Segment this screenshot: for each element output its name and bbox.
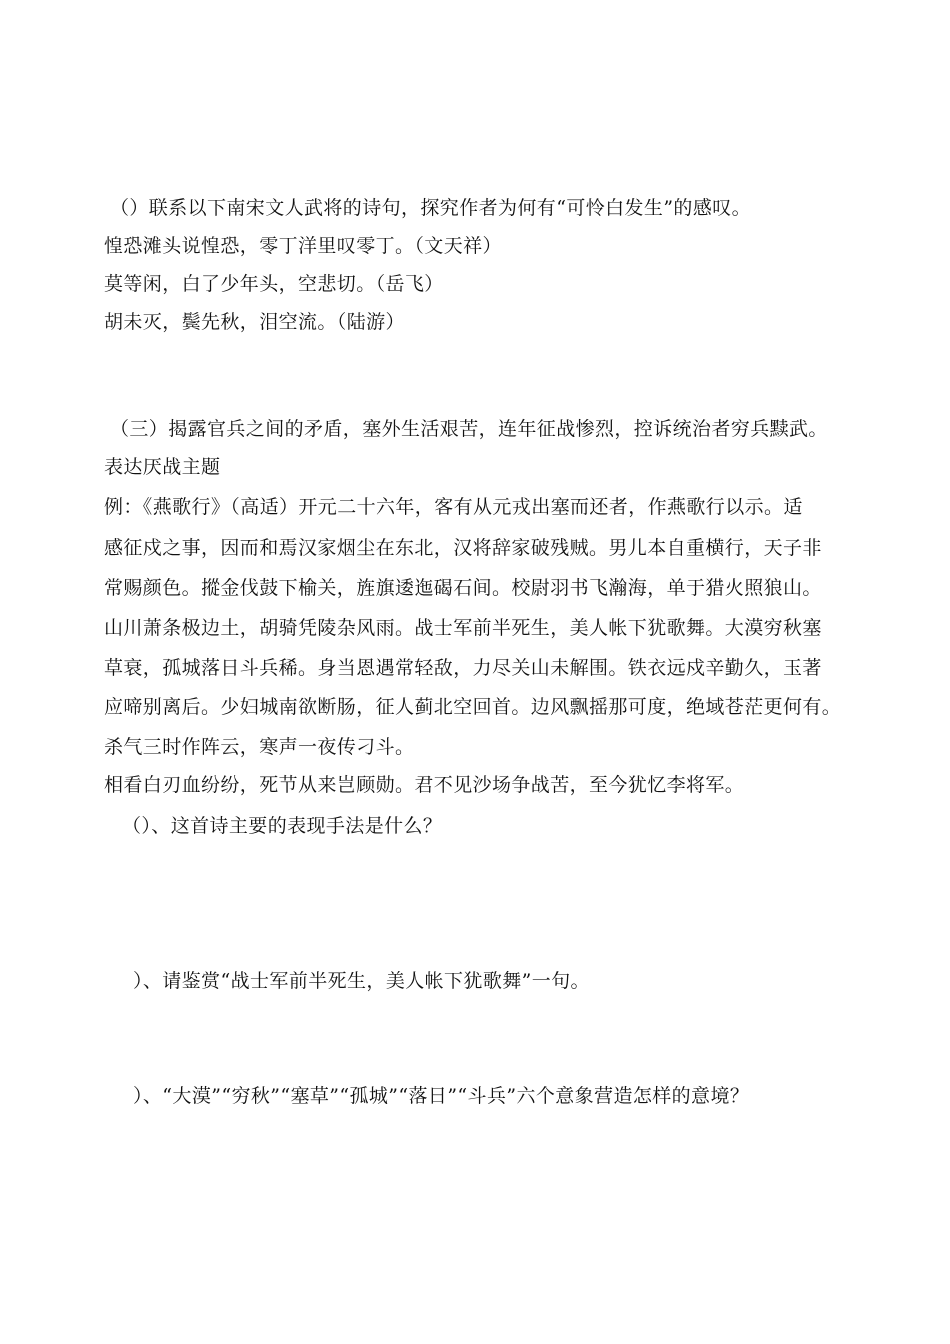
quote-line: 胡未灭，鬓先秋，泪空流。（陆游） [104,311,405,333]
poem-line: 杀气三时作阵云，寒声一夜传刁斗。 [104,736,415,758]
poem-line: 相看白刃血纷纷，死节从来岂顾勋。君不见沙场争战苦，至今犹忆李将军。 [104,774,745,796]
poem-line: 草衰，孤城落日斗兵稀。身当恩遇常轻敌，力尽关山未解围。铁衣远戍辛勤久，玉著 [104,657,822,679]
poem-line: 山川萧条极边土，胡骑凭陵杂风雨。战士军前半死生，美人帐下犹歌舞。大漠穷秋塞 [104,617,822,639]
question-text: （）联系以下南宋文人武将的诗句，探究作者为何有“可怜白发生”的感叹。 [110,197,752,219]
question-text: ）、“大漠”“穷秋”“塞草”“孤城”“落日”“斗兵”六个意象营造怎样的意境？ [133,1085,750,1107]
poem-line: 感征戍之事，因而和焉汉家烟尘在东北，汉将辞家破残贼。男儿本自重横行，天子非 [104,537,822,559]
section-heading: （三）揭露官兵之间的矛盾，塞外生活艰苦，连年征战惨烈，控诉统治者穷兵黩武。 [110,418,828,440]
quote-line: 惶恐滩头说惶恐，零丁洋里叹零丁。（文天祥） [104,235,502,257]
question-text: （）、这首诗主要的表现手法是什么？ [122,815,443,837]
poem-line: 常赐颜色。摐金伐鼓下榆关，旌旗逶迤碣石间。校尉羽书飞瀚海，单于猎火照狼山。 [104,577,822,599]
question-text: ）、请鉴赏“战士军前半死生，美人帐下犹歌舞”一句。 [133,970,590,992]
poem-line: 应啼别离后。少妇城南欲断肠，征人蓟北空回首。边风飘摇那可度，绝域苍茫更何有。 [104,696,842,718]
section-heading-cont: 表达厌战主题 [104,456,221,478]
quote-line: 莫等闲，白了少年头，空悲切。（岳飞） [104,273,444,295]
poem-line: 例：《燕歌行》（高适）开元二十六年，客有从元戎出塞而还者，作燕歌行以示。适 [104,496,803,518]
